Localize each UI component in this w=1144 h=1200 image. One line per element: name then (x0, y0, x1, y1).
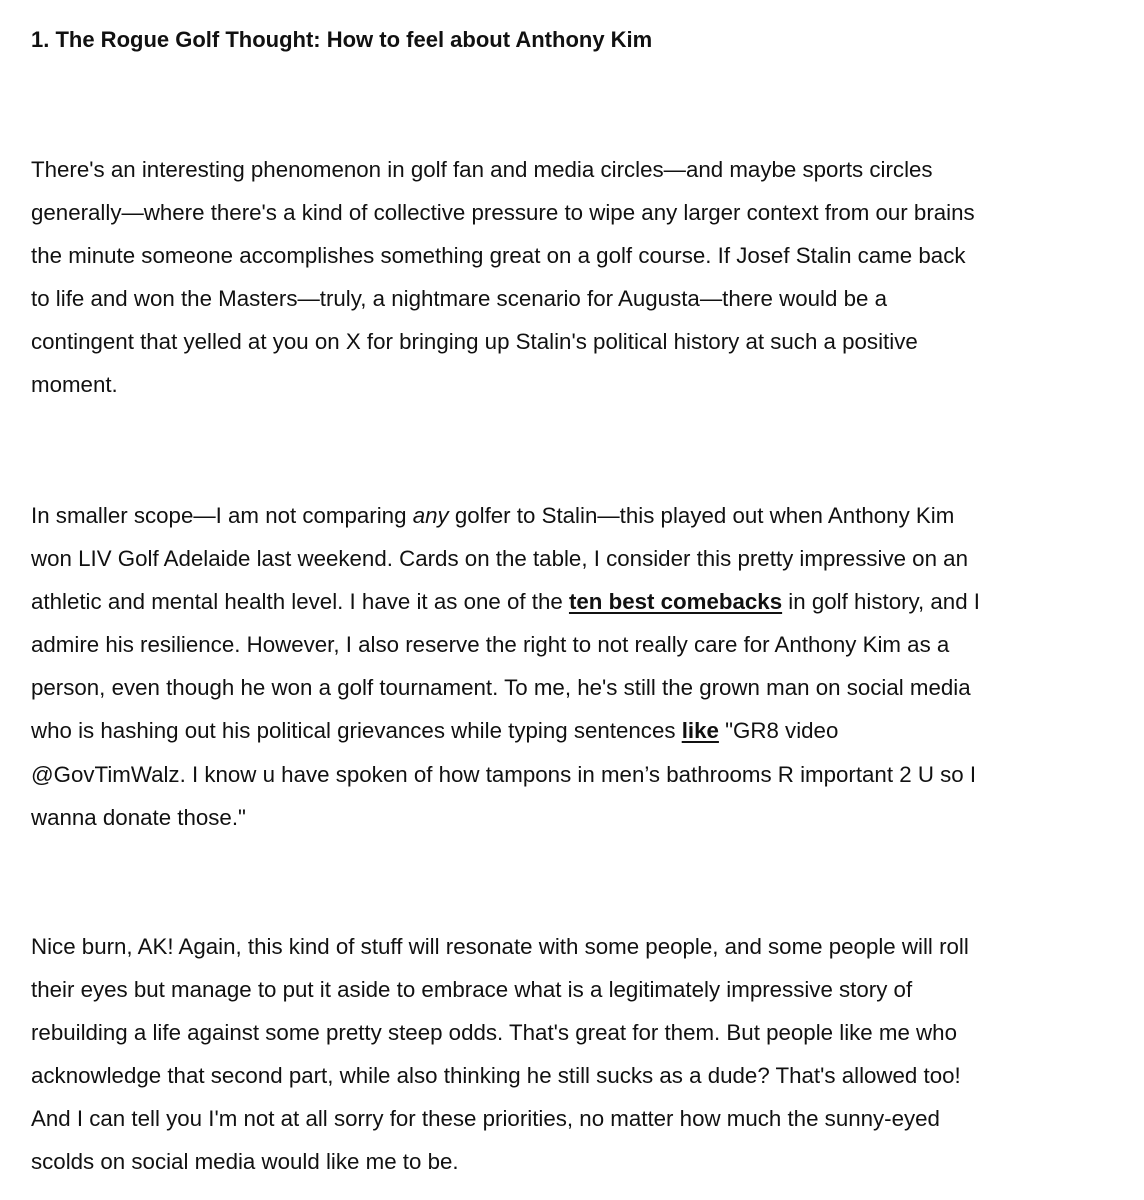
paragraph-line: generally—where there's a kind of collective pressure to wipe any larger context from our brains (31, 200, 975, 226)
paragraph-line: moment. (31, 372, 118, 398)
paragraph-1 (31, 148, 975, 407)
paragraph-line: There's an interesting phenomenon in golf fan and media circles—and maybe sports circles (31, 157, 933, 182)
section-heading: 1. The Rogue Golf Thought: How to feel about Anthony Kim (31, 27, 653, 52)
paragraph-line (31, 494, 980, 537)
paragraph-line: admire his resilience. However, I also reserve the right to not really care for Anthony Kim as a (31, 632, 950, 658)
text-run: golfer to Stalin—this played out when Anthony Kim (448, 503, 955, 528)
text-run: "GR8 video (718, 718, 839, 744)
text-run: in golf history, and I (782, 589, 980, 615)
paragraph-line: Nice burn, AK! Again, this kind of stuff will resonate with some people, and some people will roll (31, 934, 969, 959)
emphasis-text: any (412, 503, 449, 528)
text-run: athletic and mental health level. I have it as one of the (31, 589, 569, 615)
ten-best-comebacks-link[interactable]: ten best comebacks (568, 589, 783, 615)
paragraph-line: person, even though he won a golf tournament. To me, he's still the grown man on social media (31, 675, 971, 701)
paragraph-line: the minute someone accomplishes something great on a golf course. If Josef Stalin came back (31, 243, 966, 269)
paragraph-line: acknowledge that second part, while also thinking he still sucks as a dude? That's allowed too! (31, 1063, 961, 1089)
paragraph-line: their eyes but manage to put it aside to embrace what is a legitimately impressive story of (31, 977, 913, 1003)
paragraph-3 (31, 925, 969, 1184)
like-link[interactable]: like (681, 718, 719, 744)
paragraph-line (31, 580, 980, 623)
paragraph-line: won LIV Golf Adelaide last weekend. Cards on the table, I consider this pretty impressive on an (31, 546, 968, 572)
text-run: In smaller scope—I am not comparing (31, 503, 413, 528)
paragraph-line: to life and won the Masters—truly, a nightmare scenario for Augusta—there would be a (31, 286, 887, 312)
paragraph-line: @GovTimWalz. I know u have spoken of how tampons in men’s bathrooms R important 2 U so I (31, 761, 977, 787)
paragraph-line: rebuilding a life against some pretty steep odds. That's great for them. But people like me who (31, 1020, 957, 1046)
paragraph-2 (31, 494, 980, 839)
paragraph-line (31, 709, 980, 752)
paragraph-line: wanna donate those." (31, 804, 246, 830)
paragraph-line: scolds on social media would like me to be. (31, 1149, 459, 1175)
text-run: who is hashing out his political grievances while typing sentences (31, 718, 682, 744)
paragraph-line: And I can tell you I'm not at all sorry for these priorities, no matter how much the sunny-eyed (31, 1106, 940, 1132)
paragraph-line: contingent that yelled at you on X for bringing up Stalin's political history at such a positive (31, 329, 918, 355)
